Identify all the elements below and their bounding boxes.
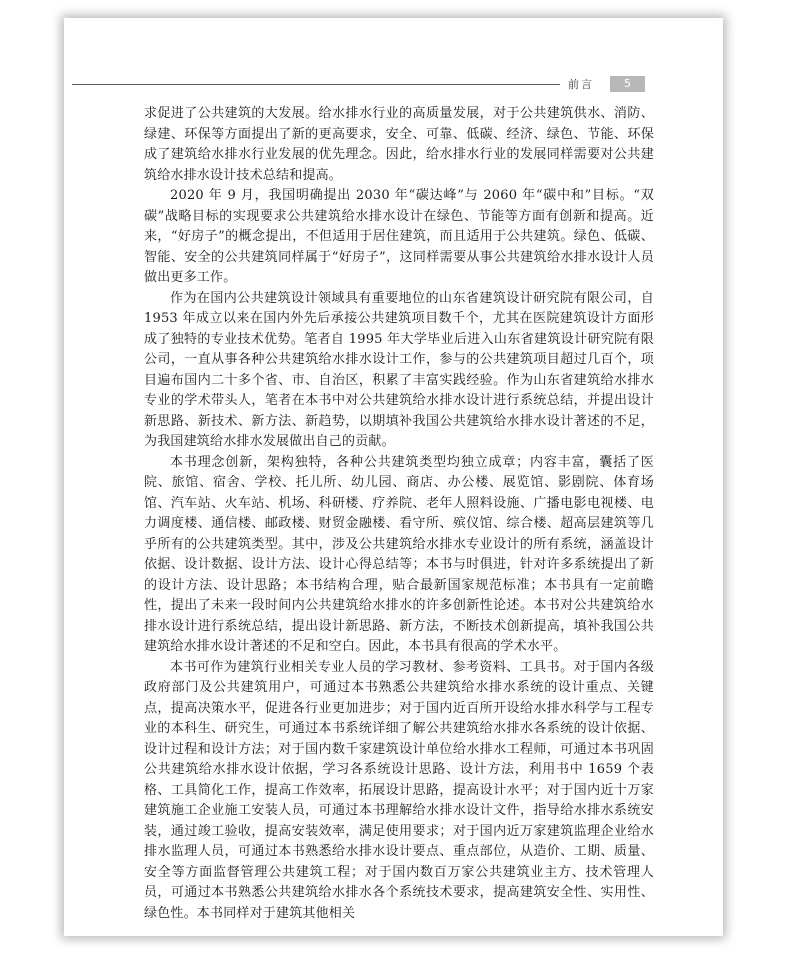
- paragraph: 本书可作为建筑行业相关专业人员的学习教材、参考资料、工具书。对于国内各级政府部门及公共建筑用户，可通过本书熟悉公共建筑给水排水系统的设计重点、关键点，提高决策水平，促进各行业更加进步；对于国内近百所开设给水排水科学与工程专业的本科生、研究生，可通过本书系统详细了解公共建筑给水排水各系统的设计依据、设计过程和设计方法；对于国内数千家建筑设计单位给水排水工程师，可通过本书巩固公共建筑给水排水设计依据，学习各系统设计思路、设计方法，利用书中 1659 个表格、工具简化工作，提高工作效率，拓展设计思路，提高设计水平；对于国内近十万家建筑施工企业施工安装人员，可通过本书理解给水排水设计文件，指导给水排水系统安装，通过竣工验收，提高安装效率，满足使用要求；对于国内近万家建筑监理企业给水排水监理人员，可通过本书熟悉给水排水设计要点、重点部位，从造价、工期、质量、安全等方面监督管理公共建筑工程；对于国内数百万家公共建筑业主方、技术管理人员，可通过本书熟悉公共建筑给水排水各个系统技术要求，提高建筑安全性、实用性、绿色性。本书同样对于建筑其他相关: [144, 659, 654, 921]
- body-text: [144, 104, 654, 924]
- paragraph: 求促进了公共建筑的大发展。给水排水行业的高质量发展，对于公共建筑供水、消防、绿建、环保等方面提出了新的更高要求，安全、可靠、低碳、经济、绿色、节能、环保成了建筑给水排水行业发展的优先理念。因此，给水排水行业的发展同样需要对公共建筑给水排水设计技术总结和提高。: [144, 106, 654, 183]
- running-head-title: 前言: [568, 78, 594, 91]
- paragraph: 作为在国内公共建筑设计领域具有重要地位的山东省建筑设计研究院有限公司，自 1953 年成立以来在国内外先后承接公共建筑项目数千个，尤其在医院建筑设计方面形成了独特的专业技术优势。笔者自 1995 年大学毕业后进入山东省建筑设计研究院有限公司，一直从事各种公共建筑给水排水设计工作，参与的公共建筑项目超过几百个，项目遍布国内二十多个省、市、自治区，积累了丰富实践经验。作为山东省建筑给水排水专业的学术带头人，笔者在本书中对公共建筑给水排水设计进行系统总结，并提出设计新思路、新技术、新方法、新趋势，以期填补我国公共建筑给水排水设计著述的不足，为我国建筑给水排水发展做出自己的贡献。: [144, 290, 654, 449]
- header-rule: [72, 84, 560, 85]
- paragraph: 本书理念创新，架构独特，各种公共建筑类型均独立成章；内容丰富，囊括了医院、旅馆、宿舍、学校、托儿所、幼儿园、商店、办公楼、展览馆、影剧院、体育场馆、汽车站、火车站、机场、科研楼、疗养院、老年人照料设施、广播电影电视楼、电力调度楼、通信楼、邮政楼、财贸金融楼、看守所、殡仪馆、综合楼、超高层建筑等几乎所有的公共建筑类型。其中，涉及公共建筑给水排水专业设计的所有系统，涵盖设计依据、设计数据、设计方法、设计心得总结等；本书与时俱进，针对许多系统提出了新的设计方法、设计思路；本书结构合理，贴合最新国家规范标准；本书具有一定前瞻性，提出了未来一段时间内公共建筑给水排水的许多创新性论述。本书对公共建筑给水排水设计进行系统总结，提出设计新思路、新方法，不断技术创新提高，填补我国公共建筑给水排水设计著述的不足和空白。因此，本书具有很高的学术水平。: [144, 454, 654, 654]
- paragraph: 2020 年 9 月，我国明确提出 2030 年“碳达峰”与 2060 年“碳中和”目标。“双碳”战略目标的实现要求公共建筑给水排水设计在绿色、节能等方面有创新和提高。近来，“好房子”的概念提出，不但适用于居住建筑，而且适用于公共建筑。绿色、低碳、智能、安全的公共建筑同样属于“好房子”，这同样需要从事公共建筑给水排水设计人员做出更多工作。: [144, 188, 654, 285]
- page-number: 5: [610, 76, 645, 92]
